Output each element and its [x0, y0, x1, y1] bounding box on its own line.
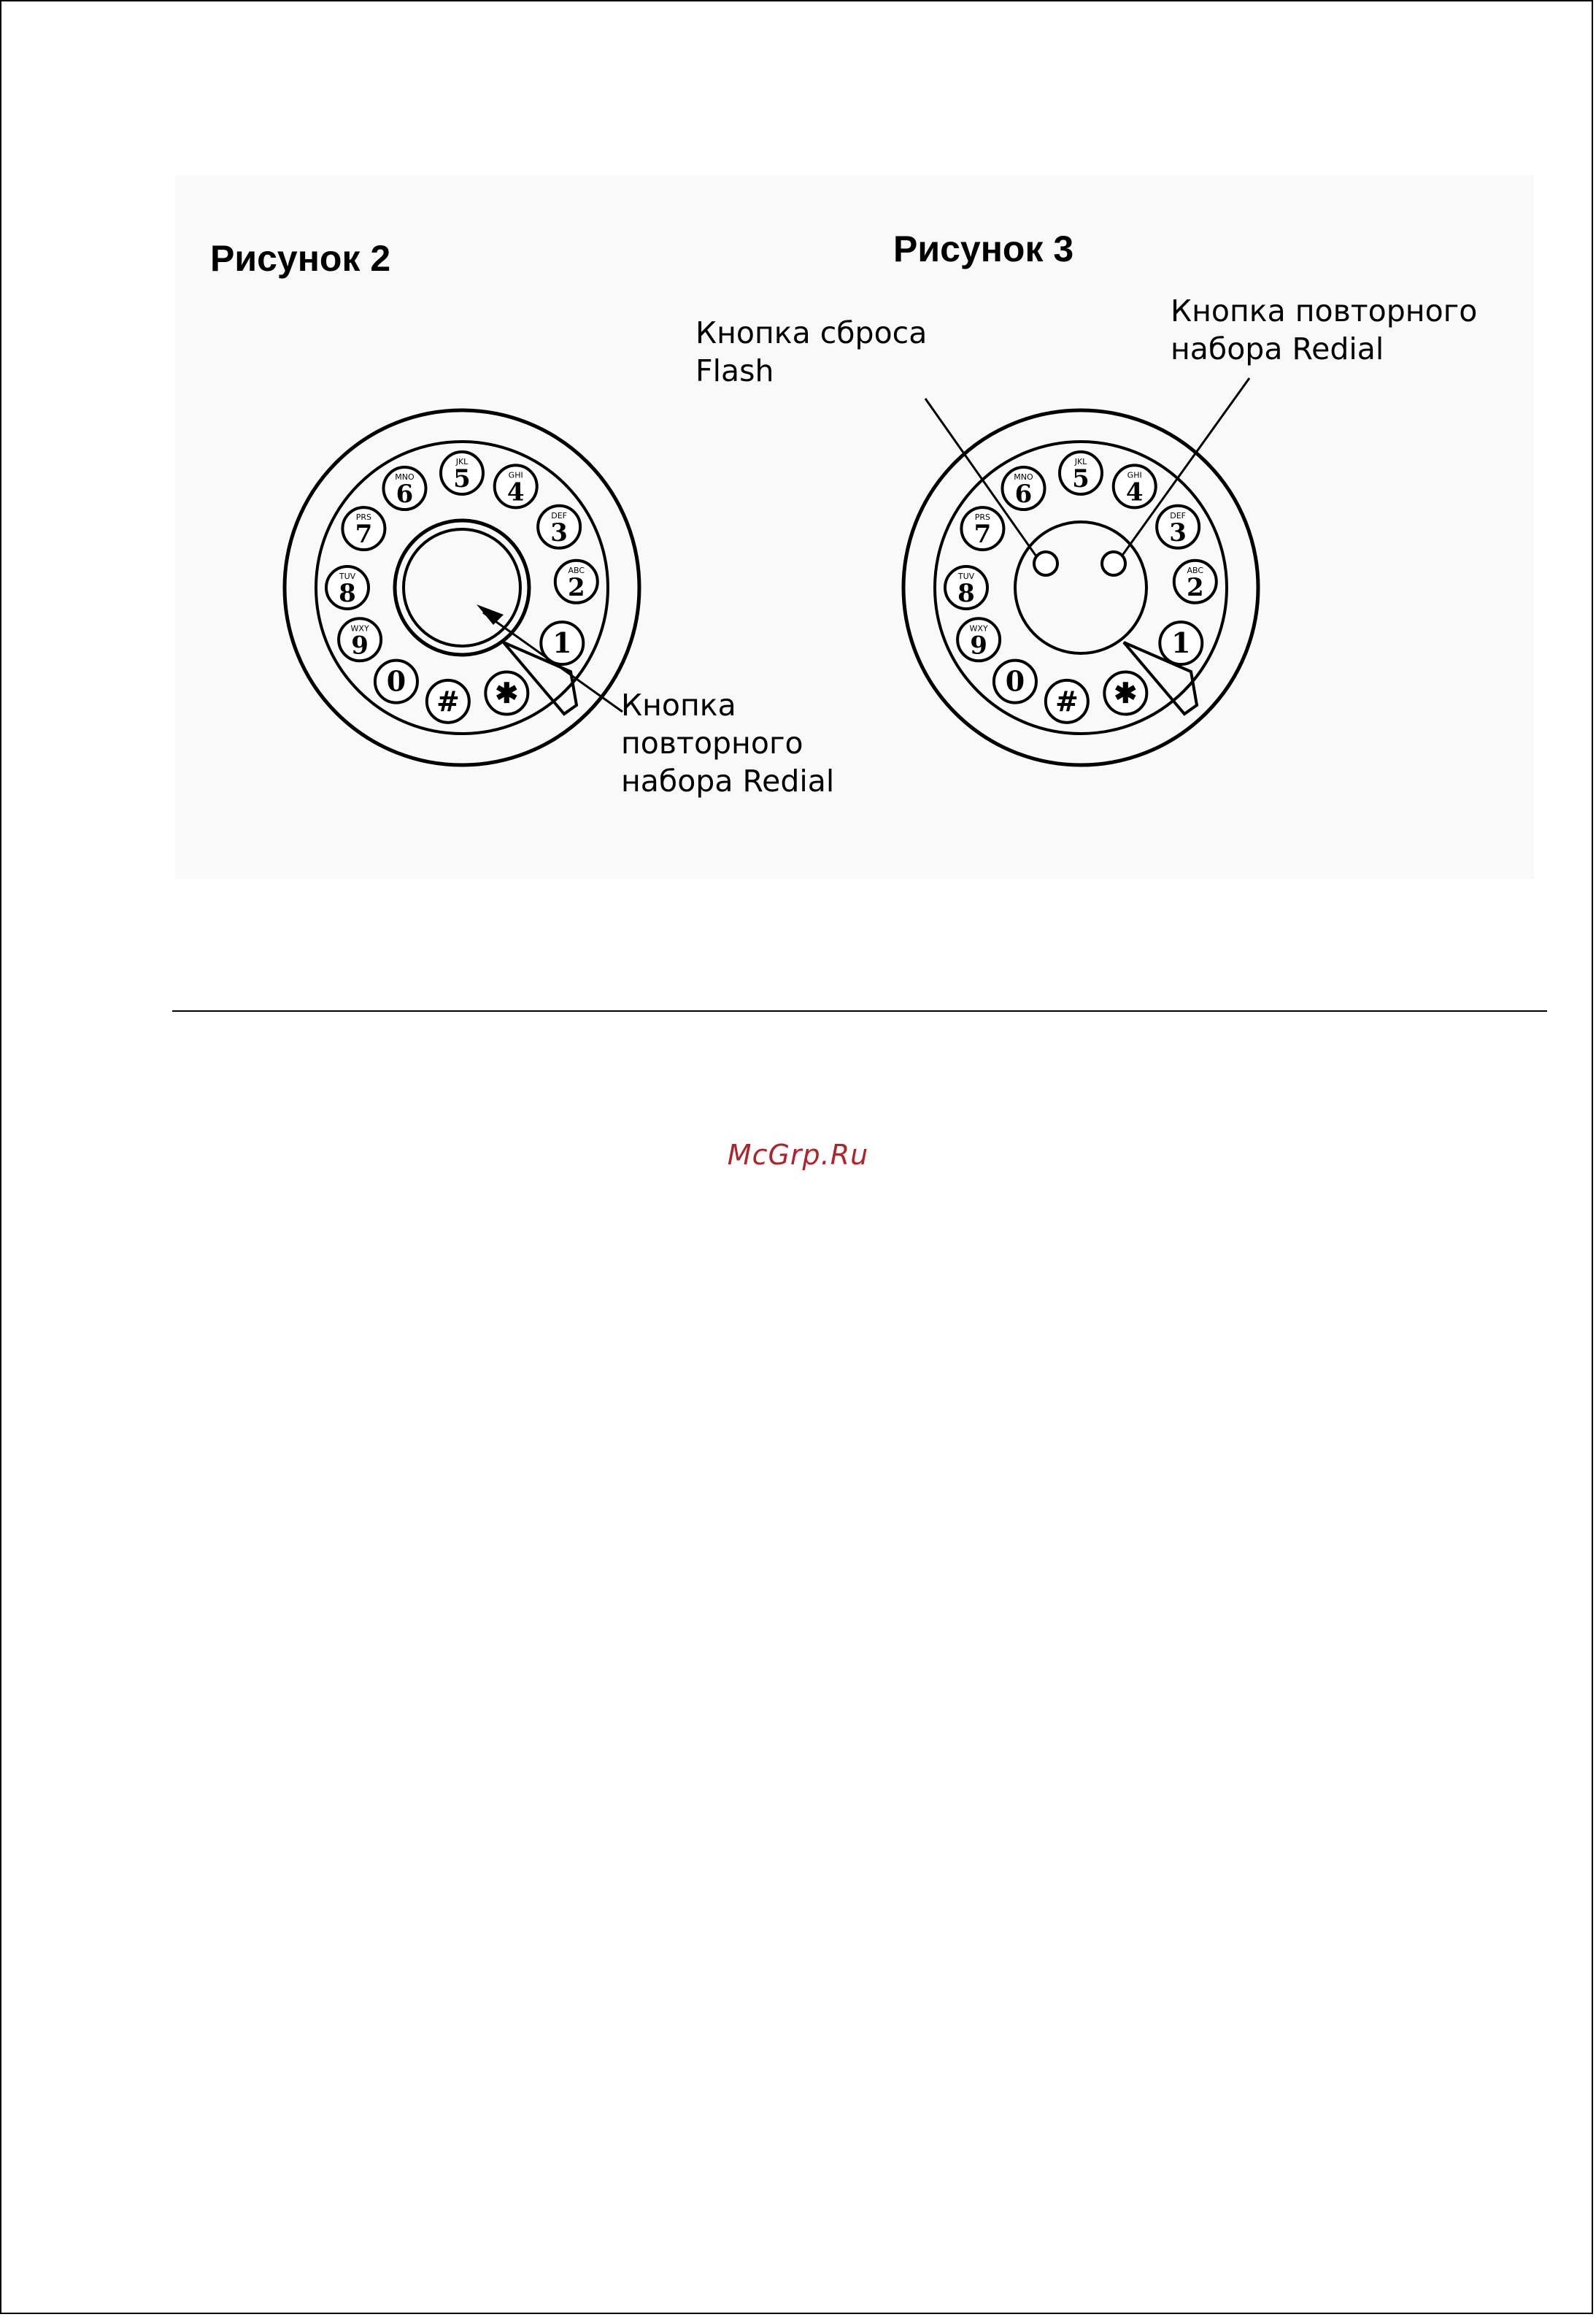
dial-figure-2 — [285, 410, 639, 765]
dial-key-3 — [538, 506, 580, 548]
dial-key-6 — [384, 467, 426, 510]
key-letters: JKL — [1074, 457, 1087, 466]
dial-key-hash — [1046, 680, 1088, 723]
key-digit: # — [1055, 684, 1079, 718]
dial-key-5 — [1060, 452, 1102, 494]
callout-line: набора Redial — [621, 764, 835, 799]
callout-line: набора Redial — [1171, 331, 1384, 366]
callout-line: повторного — [621, 726, 803, 761]
dial-diagrams — [0, 0, 1596, 949]
key-digit: 1 — [552, 626, 572, 660]
key-digit: 8 — [957, 579, 975, 608]
key-digit: 8 — [339, 579, 356, 608]
key-letters: TUV — [957, 572, 975, 581]
key-digit: 4 — [506, 477, 525, 507]
key-digit: 6 — [396, 480, 414, 510]
key-digit: 2 — [567, 572, 585, 602]
key-digit: 1 — [1171, 626, 1191, 660]
key-letters: JKL — [455, 457, 469, 466]
dial-key-9 — [339, 618, 381, 661]
key-letters: GHI — [508, 470, 523, 480]
dial-key-8 — [326, 566, 369, 609]
callout-line: Flash — [695, 353, 774, 388]
dial-key-8 — [945, 566, 987, 609]
key-digit: 0 — [1005, 664, 1025, 698]
key-letters: GHI — [1127, 470, 1142, 480]
dial-key-hash — [427, 680, 469, 723]
key-letters: PRS — [974, 512, 991, 523]
figure-2-redial-callout — [621, 686, 834, 800]
dial-key-0 — [994, 661, 1036, 703]
key-digit: 5 — [1072, 464, 1090, 493]
callout-line: Кнопка повторного — [1171, 293, 1478, 328]
key-digit: 3 — [550, 518, 568, 547]
flash-button — [1034, 552, 1057, 575]
figure-2-title: Рисунок 2 — [210, 238, 391, 279]
dial-key-6 — [1003, 467, 1045, 510]
key-letters: PRS — [355, 512, 372, 523]
redial-button-inner — [404, 529, 520, 646]
figure-3-flash-callout — [695, 314, 927, 390]
callout-line: Кнопка сброса — [695, 315, 928, 350]
key-digit: # — [436, 684, 460, 718]
key-digit: 0 — [386, 664, 406, 698]
dial-key-7 — [961, 507, 1003, 550]
key-digit: 2 — [1186, 572, 1204, 602]
dial-key-2 — [555, 561, 598, 603]
dial-key-3 — [1157, 506, 1199, 548]
figure-3-title: Рисунок 3 — [893, 228, 1074, 269]
figure-3-redial-callout — [1171, 292, 1477, 368]
key-letters: ABC — [568, 565, 585, 575]
dial-key-0 — [375, 661, 417, 703]
dial-key-star — [485, 672, 528, 715]
key-digit: 7 — [355, 520, 373, 550]
watermark: McGrp.Ru — [727, 1139, 869, 1171]
redial-button-outer — [395, 520, 529, 655]
center-disc — [1015, 522, 1146, 653]
dial-key-4 — [1114, 465, 1156, 507]
key-letters: MNO — [1014, 472, 1033, 483]
key-digit: 4 — [1125, 477, 1144, 507]
key-digit: 9 — [351, 631, 369, 661]
key-letters: TUV — [339, 572, 356, 581]
key-letters: DEF — [551, 510, 568, 520]
dial-figure-3 — [903, 378, 1258, 765]
dial-key-star — [1104, 672, 1146, 715]
dial-key-1 — [1160, 622, 1202, 664]
dial-key-4 — [495, 465, 537, 507]
key-letters: ABC — [1187, 565, 1204, 575]
key-letters: WXY — [969, 623, 988, 634]
key-digit: 9 — [970, 631, 987, 661]
key-digit: ✱ — [1114, 676, 1138, 710]
redial-pointer-arrowhead — [477, 604, 504, 625]
key-digit: 7 — [974, 520, 992, 550]
key-digit: 5 — [453, 464, 471, 493]
dial-key-9 — [957, 618, 1000, 661]
key-digit: 3 — [1169, 518, 1187, 547]
dial-key-5 — [441, 452, 483, 494]
callout-line: Кнопка — [621, 688, 736, 723]
key-digit: 6 — [1014, 480, 1033, 510]
key-letters: DEF — [1170, 510, 1187, 520]
key-letters: WXY — [350, 623, 369, 634]
horizontal-rule — [172, 1010, 1547, 1012]
dial-key-2 — [1174, 561, 1217, 603]
key-letters: MNO — [395, 472, 415, 483]
key-digit: ✱ — [495, 676, 519, 710]
dial-key-7 — [342, 507, 385, 550]
